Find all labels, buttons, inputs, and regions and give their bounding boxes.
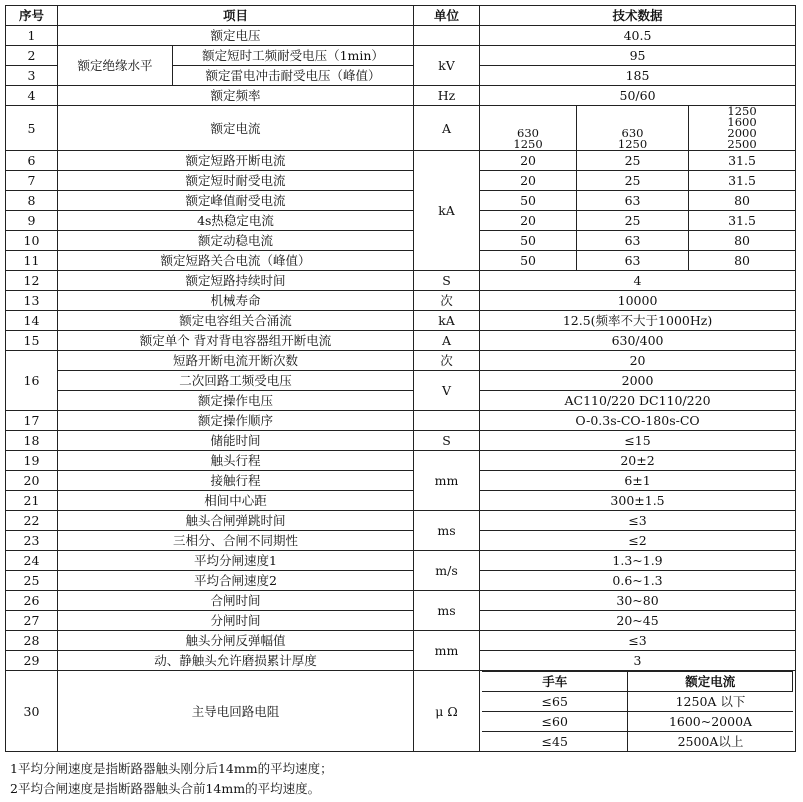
row-value: 20 xyxy=(480,211,577,231)
row-group: 额定绝缘水平 xyxy=(58,46,173,86)
current-value: 630 xyxy=(517,126,539,140)
row-item: 平均合闸速度2 xyxy=(58,571,414,591)
sub-header-row xyxy=(482,672,793,692)
table-row xyxy=(6,231,796,251)
row-item: 三相分、合闸不同期性 xyxy=(58,531,414,551)
row-item: 触头合闸弹跳时间 xyxy=(58,511,414,531)
row-item: 接触行程 xyxy=(58,471,414,491)
table-row xyxy=(6,331,796,351)
row-unit: μ Ω xyxy=(414,671,480,752)
current-value: 630 xyxy=(621,126,644,140)
sub-header-rated-current: 额定电流 xyxy=(628,672,793,692)
row-number: 17 xyxy=(6,411,58,431)
row-value: ≤2 xyxy=(480,531,796,551)
current-value: 2000 xyxy=(727,126,757,140)
footnote-1: 1平均分闸速度是指断路器触头刚分后14mm的平均速度； xyxy=(10,761,333,776)
row-number: 7 xyxy=(6,171,58,191)
row-item: 主导电回路电阻 xyxy=(58,671,414,752)
current-col-3 xyxy=(689,106,796,151)
row-value: 10000 xyxy=(480,291,796,311)
row-number: 18 xyxy=(6,431,58,451)
row-item: 额定短路持续时间 xyxy=(58,271,414,291)
row-unit: mm xyxy=(414,631,480,671)
row-number: 26 xyxy=(6,591,58,611)
row-number: 13 xyxy=(6,291,58,311)
row-unit: ms xyxy=(414,591,480,631)
row-value: 20 xyxy=(480,151,577,171)
row-value: O-0.3s-CO-180s-CO xyxy=(480,411,796,431)
row-value: 31.5 xyxy=(689,171,796,191)
row-unit: A xyxy=(414,331,480,351)
sub-header-cart: 手车 xyxy=(482,672,628,692)
table-row xyxy=(6,211,796,231)
row-number: 30 xyxy=(6,671,58,752)
row-unit: 次 xyxy=(414,351,480,371)
row-item: 额定电压 xyxy=(58,26,414,46)
row-value: 25 xyxy=(577,211,689,231)
row-value: 25 xyxy=(577,171,689,191)
row-value: 4 xyxy=(480,271,796,291)
row-number: 3 xyxy=(6,66,58,86)
row-unit: Hz xyxy=(414,86,480,106)
row-item: 额定电容组关合涌流 xyxy=(58,311,414,331)
table-row xyxy=(6,631,796,651)
table-row xyxy=(6,151,796,171)
row-item: 相间中心距 xyxy=(58,491,414,511)
row-unit xyxy=(414,411,480,431)
table-row xyxy=(6,86,796,106)
row-value: AC110/220 DC110/220 xyxy=(480,391,796,411)
sub-cell-resistance: ≤60 xyxy=(482,712,628,732)
table-row xyxy=(6,311,796,331)
row-item: 额定短时耐受电流 xyxy=(58,171,414,191)
row-value: 0.6~1.3 xyxy=(480,571,796,591)
resistance-subtable xyxy=(482,671,793,751)
row-number: 25 xyxy=(6,571,58,591)
table-row xyxy=(6,291,796,311)
row-item: 储能时间 xyxy=(58,431,414,451)
row-value: 30~80 xyxy=(480,591,796,611)
row-number: 9 xyxy=(6,211,58,231)
row-item: 触头行程 xyxy=(58,451,414,471)
row-number: 16 xyxy=(6,351,58,411)
resistance-subtable-cell xyxy=(480,671,796,752)
table-row xyxy=(6,391,796,411)
row-unit: S xyxy=(414,431,480,451)
row-value: 80 xyxy=(689,191,796,211)
row-value: 80 xyxy=(689,251,796,271)
row-value: ≤3 xyxy=(480,631,796,651)
row-value: 63 xyxy=(577,251,689,271)
row-number: 22 xyxy=(6,511,58,531)
row-item: 额定频率 xyxy=(58,86,414,106)
row-item: 短路开断电流开断次数 xyxy=(58,351,414,371)
row-value: 50 xyxy=(480,231,577,251)
row-value: 20 xyxy=(480,351,796,371)
row-value: 80 xyxy=(689,231,796,251)
row-unit: A xyxy=(414,106,480,151)
spec-table xyxy=(5,5,796,752)
row-number: 4 xyxy=(6,86,58,106)
row-number: 15 xyxy=(6,331,58,351)
row-number: 23 xyxy=(6,531,58,551)
row-item: 额定短路关合电流（峰值） xyxy=(58,251,414,271)
table-row xyxy=(6,531,796,551)
row-number: 5 xyxy=(6,106,58,151)
current-value: 1250 xyxy=(513,137,543,151)
footnote-2: 2平均合闸速度是指断路器触头合前14mm的平均速度。 xyxy=(10,781,321,796)
row-unit: kA xyxy=(414,151,480,271)
row-item: 动、静触头允许磨损累计厚度 xyxy=(58,651,414,671)
row-number: 27 xyxy=(6,611,58,631)
table-row xyxy=(6,511,796,531)
table-row xyxy=(6,491,796,511)
table-row xyxy=(6,571,796,591)
row-item: 额定操作顺序 xyxy=(58,411,414,431)
row-value: 25 xyxy=(577,151,689,171)
table-row xyxy=(6,106,796,151)
header-row xyxy=(6,6,796,26)
row-unit: m/s xyxy=(414,551,480,591)
row-unit: ms xyxy=(414,511,480,551)
table-row xyxy=(6,371,796,391)
row-unit: V xyxy=(414,371,480,411)
current-value: 2500 xyxy=(727,137,757,151)
table-row xyxy=(6,251,796,271)
row-value: 63 xyxy=(577,191,689,211)
sub-cell-resistance: ≤45 xyxy=(482,732,628,752)
row-number: 24 xyxy=(6,551,58,571)
table-row xyxy=(6,191,796,211)
row-item: 机械寿命 xyxy=(58,291,414,311)
table-row xyxy=(6,651,796,671)
table-row xyxy=(6,411,796,431)
row-number: 6 xyxy=(6,151,58,171)
row-value: ≤15 xyxy=(480,431,796,451)
row-value: 50/60 xyxy=(480,86,796,106)
sub-row xyxy=(482,732,793,752)
row-value: 1.3~1.9 xyxy=(480,551,796,571)
row-value: 20±2 xyxy=(480,451,796,471)
row-unit: 次 xyxy=(414,291,480,311)
row-value: 3 xyxy=(480,651,796,671)
row-value: 300±1.5 xyxy=(480,491,796,511)
table-row xyxy=(6,671,796,752)
current-value: 1250 xyxy=(617,137,648,151)
row-item: 额定动稳电流 xyxy=(58,231,414,251)
footnotes xyxy=(10,759,333,799)
row-value: 31.5 xyxy=(689,211,796,231)
sub-cell-current: 1600~2000A xyxy=(628,712,793,732)
row-number: 2 xyxy=(6,46,58,66)
current-value: 1250 xyxy=(727,105,757,118)
row-number: 21 xyxy=(6,491,58,511)
row-item: 触头分闸反弹幅值 xyxy=(58,631,414,651)
table-row xyxy=(6,171,796,191)
row-value: 20~45 xyxy=(480,611,796,631)
current-value: 1600 xyxy=(727,115,757,129)
row-unit xyxy=(414,26,480,46)
row-number: 10 xyxy=(6,231,58,251)
row-item: 平均分闸速度1 xyxy=(58,551,414,571)
row-number: 14 xyxy=(6,311,58,331)
row-value: 95 xyxy=(480,46,796,66)
sub-row xyxy=(482,692,793,712)
sub-row xyxy=(482,712,793,732)
row-value: 31.5 xyxy=(689,151,796,171)
row-value: 2000 xyxy=(480,371,796,391)
row-value: ≤3 xyxy=(480,511,796,531)
current-col-1 xyxy=(480,106,577,151)
row-unit: kA xyxy=(414,311,480,331)
row-number: 12 xyxy=(6,271,58,291)
row-value: 630/400 xyxy=(480,331,796,351)
row-value: 63 xyxy=(577,231,689,251)
sub-cell-current: 2500A以上 xyxy=(628,732,793,752)
row-item: 额定操作电压 xyxy=(58,391,414,411)
table-row xyxy=(6,591,796,611)
row-value: 6±1 xyxy=(480,471,796,491)
row-item: 额定电流 xyxy=(58,106,414,151)
row-unit: mm xyxy=(414,451,480,511)
row-item: 二次回路工频受电压 xyxy=(58,371,414,391)
table-row xyxy=(6,551,796,571)
header-unit: 单位 xyxy=(414,6,480,26)
row-number: 11 xyxy=(6,251,58,271)
row-item: 合闸时间 xyxy=(58,591,414,611)
row-item: 额定峰值耐受电流 xyxy=(58,191,414,211)
row-item: 额定短路开断电流 xyxy=(58,151,414,171)
row-value: 12.5(频率不大于1000Hz) xyxy=(480,311,796,331)
table-row xyxy=(6,471,796,491)
table-row xyxy=(6,351,796,371)
row-value: 20 xyxy=(480,171,577,191)
row-item: 分闸时间 xyxy=(58,611,414,631)
table-row xyxy=(6,451,796,471)
table-row xyxy=(6,271,796,291)
row-value: 40.5 xyxy=(480,26,796,46)
table-row xyxy=(6,26,796,46)
row-unit: S xyxy=(414,271,480,291)
row-value: 50 xyxy=(480,191,577,211)
sub-cell-resistance: ≤65 xyxy=(482,692,628,712)
row-item: 额定短时工频耐受电压（1min） xyxy=(173,46,414,66)
row-number: 19 xyxy=(6,451,58,471)
row-item: 额定雷电冲击耐受电压（峰值） xyxy=(173,66,414,86)
row-number: 20 xyxy=(6,471,58,491)
row-number: 8 xyxy=(6,191,58,211)
row-item: 额定单个 背对背电容器组开断电流 xyxy=(58,331,414,351)
current-col-2 xyxy=(577,106,689,151)
row-value: 50 xyxy=(480,251,577,271)
row-number: 29 xyxy=(6,651,58,671)
table-row xyxy=(6,611,796,631)
header-data: 技术数据 xyxy=(480,6,796,26)
table-row xyxy=(6,431,796,451)
row-unit: kV xyxy=(414,46,480,86)
sub-cell-current: 1250A 以下 xyxy=(628,692,793,712)
header-item: 项目 xyxy=(58,6,414,26)
row-item: 4s热稳定电流 xyxy=(58,211,414,231)
table-row xyxy=(6,46,796,66)
row-value: 185 xyxy=(480,66,796,86)
header-no: 序号 xyxy=(6,6,58,26)
row-number: 1 xyxy=(6,26,58,46)
row-number: 28 xyxy=(6,631,58,651)
